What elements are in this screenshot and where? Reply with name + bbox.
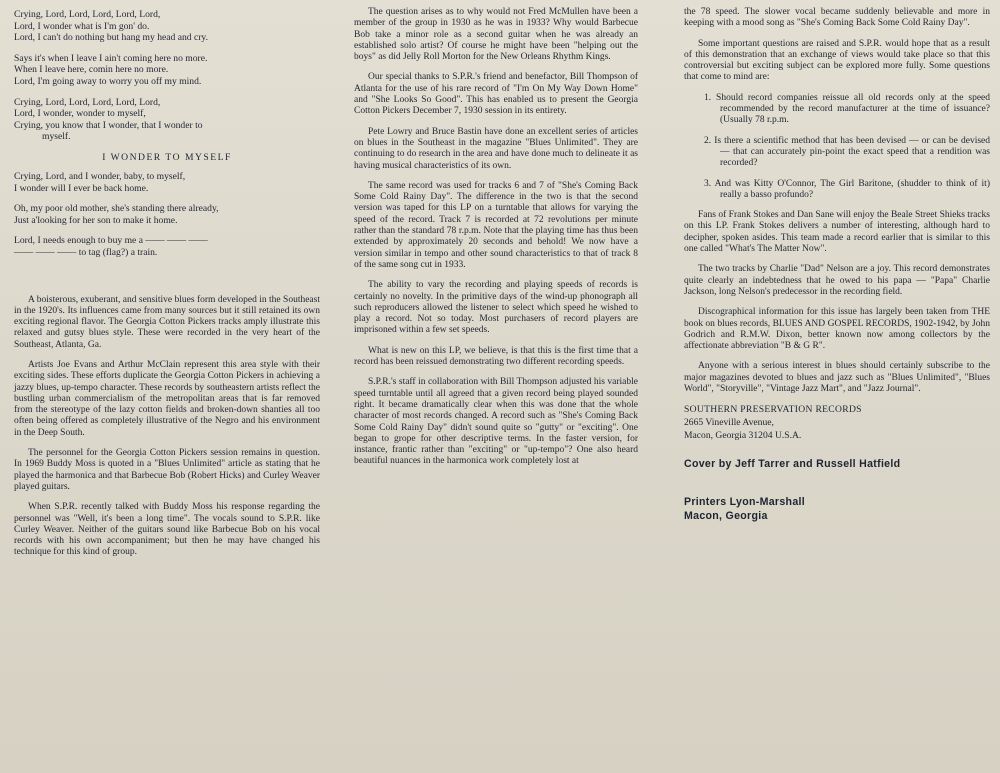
lyric-line: Says it's when I leave I ain't coming here no more. xyxy=(14,52,208,64)
body-paragraph: The same record was used for tracks 6 and 7 of "She's Coming Back Some Cold Rainy Day". The difference in the two is that the second version was taped for this LP on a turntable that allows for varying the speed of the record. Track 7 is recorded at 72 revolutions per minute rather than the standard 78 r.p.m. Note that the playing time has thus been extended by approximately 20 seconds and behold! We now have a version similar in tempo and other sound characteristics to that of track 8 of the same song cut in 1933. xyxy=(354,180,638,270)
column-left xyxy=(14,0,320,568)
printers-credit xyxy=(684,495,990,523)
lyric-verse xyxy=(14,171,320,194)
lyric-line: Crying, Lord, Lord, Lord, Lord, Lord, xyxy=(14,96,161,108)
publisher-name: SOUTHERN PRESERVATION RECORDS xyxy=(684,404,862,416)
body-paragraph: The question arises as to why would not Fred McMullen have been a member of the group in 1930 as he was in 1933? Why would Barbecue Bob take a minor role as a second guitar when he was already an established solo artist? Of course he might have been "helping out the boys" as did Jelly Roll Morton for the New Orleans Rhythm Kings. xyxy=(354,7,638,63)
lyric-line: I wonder will I ever be back home. xyxy=(14,182,149,194)
body-paragraph: The two tracks by Charlie "Dad" Nelson are a joy. This record demonstrates quite clearly an indebtedness that he owed to his papa — "Papa" Charlie Jackson, long Nelson's predecessor in the recording field. xyxy=(684,264,990,297)
address-city: Macon, Georgia 31204 U.S.A. xyxy=(684,429,802,441)
printers-city: Macon, Georgia xyxy=(684,509,768,522)
lyric-line: Lord, I'm going away to worry you off my mind. xyxy=(14,75,202,87)
body-paragraph: Our special thanks to S.P.R.'s friend and benefactor, Bill Thompson of Atlanta for the use of his rare record of "I'm On My Way Down Home" and "She Looks So Good". This has enabled us to present the Georgia Cotton Pickers December 7, 1930 session in its entirety. xyxy=(354,72,638,117)
list-item: 2. Is there a scientific method that has been devised — or can be devised — that can accurately pin-point the exact speed that a rendition was recorded? xyxy=(704,135,990,169)
body-paragraph: Pete Lowry and Bruce Bastin have done an excellent series of articles on blues in the Southeast in the magazine "Blues Unlimited". They are continuing to do research in the area and have done much to delineate it as having musical characteristics of its own. xyxy=(354,126,638,171)
lyric-line: Lord, I wonder, wonder to myself, xyxy=(14,108,146,120)
printers-name: Printers Lyon-Marshall xyxy=(684,495,805,508)
song-title: I WONDER TO MYSELF xyxy=(102,151,232,163)
body-paragraph: Discographical information for this issue has largely been taken from THE book on blues records, BLUES AND GOSPEL RECORDS, 1902-1942, by John Godrich and R.M.W. Dixon, better known now among collectors by the affectionate abbreviation "B & G R". xyxy=(684,307,990,352)
body-paragraph: Some important questions are raised and S.P.R. would hope that as a result of this demonstration that an exchange of views would take place so that this controversial but exciting subject can be explored more fully. Some questions that come to mind are: xyxy=(684,38,990,83)
body-paragraph: Anyone with a serious interest in blues should certainly subscribe to the major magazines devoted to blues and jazz such as "Blues Unlimited", "Blues World", "Storyville", "Vintage Jazz Mart", and "Jazz Journal". xyxy=(684,361,990,395)
publisher-address xyxy=(684,404,990,442)
lyric-line: Crying, Lord, Lord, Lord, Lord, Lord, xyxy=(14,9,161,20)
body-paragraph: Fans of Frank Stokes and Dan Sane will enjoy the Beale Street Shieks tracks on this LP. Frank Stokes delivers a number of interesting, although hard to decipher, spoken asides. This team made a record earlier that is similar to this one called "What's The Matter Now". xyxy=(684,210,990,255)
list-item: 1. Should record companies reissue all old records only at the speed recommended by the record manufacturer at the time of issuance? (Usually 78 r.p.m. xyxy=(704,92,990,126)
list-item: 3. And was Kitty O'Connor, The Girl Baritone, (shudder to think of it) really a basso profundo? xyxy=(704,178,990,200)
body-paragraph: What is new on this LP, we believe, is that this is the first time that a record has been reissued demonstrating two different recording speeds. xyxy=(354,345,638,368)
body-paragraph: A boisterous, exuberant, and sensitive blues form developed in the Southeast in the 1920's. Its influences came from many sources but it still retained its own exciting regional flavor. The Georgia Cotton Pickers tracks amply illustrate this relaxed and gutsy blues style. These were recorded in the very heart of the Southeast, Atlanta, Ga. xyxy=(14,294,320,350)
lyric-line: Oh, my poor old mother, she's standing there already, xyxy=(14,203,219,215)
lyric-line: Crying, you know that I wonder, that I wonder to xyxy=(14,119,203,131)
body-paragraph: When S.P.R. recently talked with Buddy Moss his response regarding the personnel was "Well, it's been a long time". The vocals sound to S.P.R. like Curley Weaver. Neither of the guitars sound like Barbecue Bob on his vocal records with his own accompaniment; but then he may have changed his technique for this kind of group. xyxy=(14,502,320,558)
body-paragraph: S.P.R.'s staff in collaboration with Bill Thompson adjusted his variable speed turntable until all agreed that a given record being played sounded right. It became dramatically clear when this was done that the whole character of most records changed. A record such as "She's Coming Back Some Cold Rainy Day" didn't sound quite so "gutty" or "exciting". One began to grope for other descriptive terms. In the faster version, for instance, frantic rather than "exciting" or "up-tempo"? One also heard beautiful nuances in the harmonica work completely lost at xyxy=(354,377,638,467)
lyric-line: myself. xyxy=(42,131,71,143)
lyric-verse xyxy=(14,235,320,258)
body-paragraph: The personnel for the Georgia Cotton Pickers session remains in question. In 1969 Buddy Moss is quoted in a "Blues Unlimited" article as stating that he played the harmonica and that Barbecue Bob (Robert Hicks) and Curley Weaver played guitars. xyxy=(14,448,320,492)
lyric-verse xyxy=(14,9,320,44)
cover-credit: Cover by Jeff Tarrer and Russell Hatfield xyxy=(684,457,901,470)
lyric-line: —— —— —— to tag (flag?) a train. xyxy=(14,246,158,258)
address-street: 2665 Vineville Avenue, xyxy=(684,417,774,429)
lyric-line: Crying, Lord, and I wonder, baby, to myself, xyxy=(14,170,186,182)
questions-list xyxy=(684,93,990,201)
lyric-line: When I leave here, comin here no more. xyxy=(14,64,169,76)
lyric-line: Lord, I can't do nothing but hang my head and cry. xyxy=(14,32,208,44)
column-middle xyxy=(354,0,638,477)
body-paragraph: Artists Joe Evans and Arthur McClain represent this area style with their exciting sides. These efforts duplicate the Georgia Cotton Pickers in achieving a jazzy blues, up-tempo character. These records by southeastern artists reflect the bustling urban commercialism of the metropolitan areas that is far removed from the stereotype of the lazy cotton fields and broken-down shanties all too often being offered as completely illustrative of the Negro and his environment in the Deep South. xyxy=(14,359,320,438)
lyric-line: Just a'looking for her son to make it home. xyxy=(14,214,178,226)
column-right xyxy=(684,0,990,523)
lyric-line: Lord, I wonder what is I'm gon' do. xyxy=(14,20,150,32)
lyric-verse xyxy=(14,97,320,143)
lyric-verse xyxy=(14,53,320,88)
lyric-line: Lord, I needs enough to buy me a —— —— —— xyxy=(14,235,208,247)
lyric-verse xyxy=(14,203,320,226)
body-paragraph: the 78 speed. The slower vocal became suddenly believable and more in keeping with a mood song as "She's Coming Back Some Cold Rainy Day". xyxy=(684,7,990,29)
body-paragraph: The ability to vary the recording and playing speeds of records is certainly no novelty. In the primitive days of the wind-up phonograph all such reproducers allowed the listener to select which speed he wished to play a record. Not so today. Most purchasers of record players are imprisoned within a few set speeds. xyxy=(354,280,638,336)
